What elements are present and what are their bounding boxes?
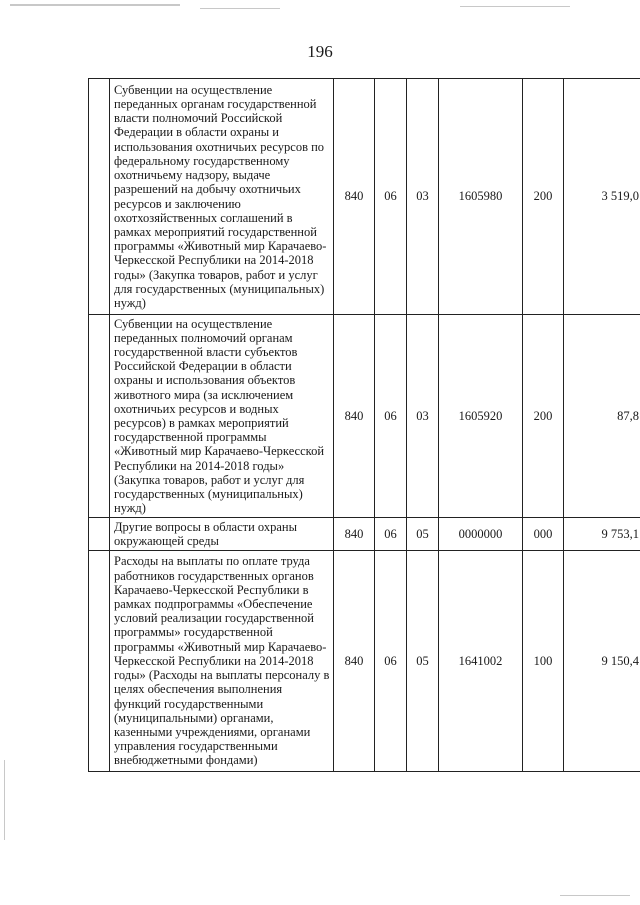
- budget-table: [88, 78, 640, 772]
- subsection-code-cell: 05: [407, 551, 439, 772]
- amount-cell: 9 150,4: [564, 551, 640, 772]
- expense-type-cell: 200: [523, 315, 564, 518]
- amount-cell: 9 753,1: [564, 518, 640, 551]
- subsection-code-cell: 03: [407, 79, 439, 315]
- table-row: [89, 79, 640, 315]
- target-article-cell: 1641002: [439, 551, 523, 772]
- row-number-cell: [89, 518, 110, 551]
- section-code-cell: 06: [375, 315, 407, 518]
- scan-artifact: [4, 760, 5, 840]
- target-article-cell: 0000000: [439, 518, 523, 551]
- row-number-cell: [89, 315, 110, 518]
- expense-type-cell: 000: [523, 518, 564, 551]
- scan-artifact: [560, 895, 630, 896]
- description-cell: Субвенции на осуществление переданных полномочий органам государственной власти субъектов Российской Федерации в области охраны и использования объектов животного мира (за исключением охотничьих ресурсов и водных ресурсов) в рамках мероприятий государственной программы «Животный мир Карачаево-Черкесской Республики на 2014-2018 годы» (Закупка товаров, работ и услуг для государственных (муниципальных) нужд): [110, 315, 334, 518]
- ministry-code-cell: 840: [334, 551, 375, 772]
- scan-artifact: [10, 4, 180, 6]
- expense-type-cell: 100: [523, 551, 564, 772]
- expense-type-cell: 200: [523, 79, 564, 315]
- description-cell: Субвенции на осуществление переданных органам государственной власти полномочий Российской Федерации в области охраны и использования охотничьих ресурсов по федеральному государственному охотничьему надзору, выдаче разрешений на добычу охотничьих ресурсов и заключению охотхозяйственных соглашений в рамках мероприятий государственной программы «Животный мир Карачаево-Черкесской Республики на 2014-2018 годы» (Закупка товаров, работ и услуг для государственных (муниципальных) нужд): [110, 79, 334, 315]
- section-code-cell: 06: [375, 79, 407, 315]
- table-row: [89, 315, 640, 518]
- section-code-cell: 06: [375, 518, 407, 551]
- ministry-code-cell: 840: [334, 518, 375, 551]
- row-number-cell: [89, 551, 110, 772]
- amount-cell: 3 519,0: [564, 79, 640, 315]
- amount-cell: 87,8: [564, 315, 640, 518]
- row-number-cell: [89, 79, 110, 315]
- target-article-cell: 1605980: [439, 79, 523, 315]
- ministry-code-cell: 840: [334, 79, 375, 315]
- table-row: [89, 551, 640, 772]
- section-code-cell: 06: [375, 551, 407, 772]
- subsection-code-cell: 05: [407, 518, 439, 551]
- ministry-code-cell: 840: [334, 315, 375, 518]
- page-number: 196: [307, 42, 333, 61]
- description-cell: Другие вопросы в области охраны окружающей среды: [110, 518, 334, 551]
- subsection-code-cell: 03: [407, 315, 439, 518]
- description-cell: Расходы на выплаты по оплате труда работников государственных органов Карачаево-Черкесской Республики в рамках подпрограммы «Обеспечение условий реализации государственной программы» государственной программы «Животный мир Карачаево-Черкесской Республики на 2014-2018 годы» (Расходы на выплаты персоналу в целях обеспечения выполнения функций государственными (муниципальными) органами, казенными учреждениями, органами управления государственными внебюджетными фондами): [110, 551, 334, 772]
- target-article-cell: 1605920: [439, 315, 523, 518]
- table-row: [89, 518, 640, 551]
- scan-artifact: [460, 6, 570, 7]
- scan-artifact: [200, 8, 280, 9]
